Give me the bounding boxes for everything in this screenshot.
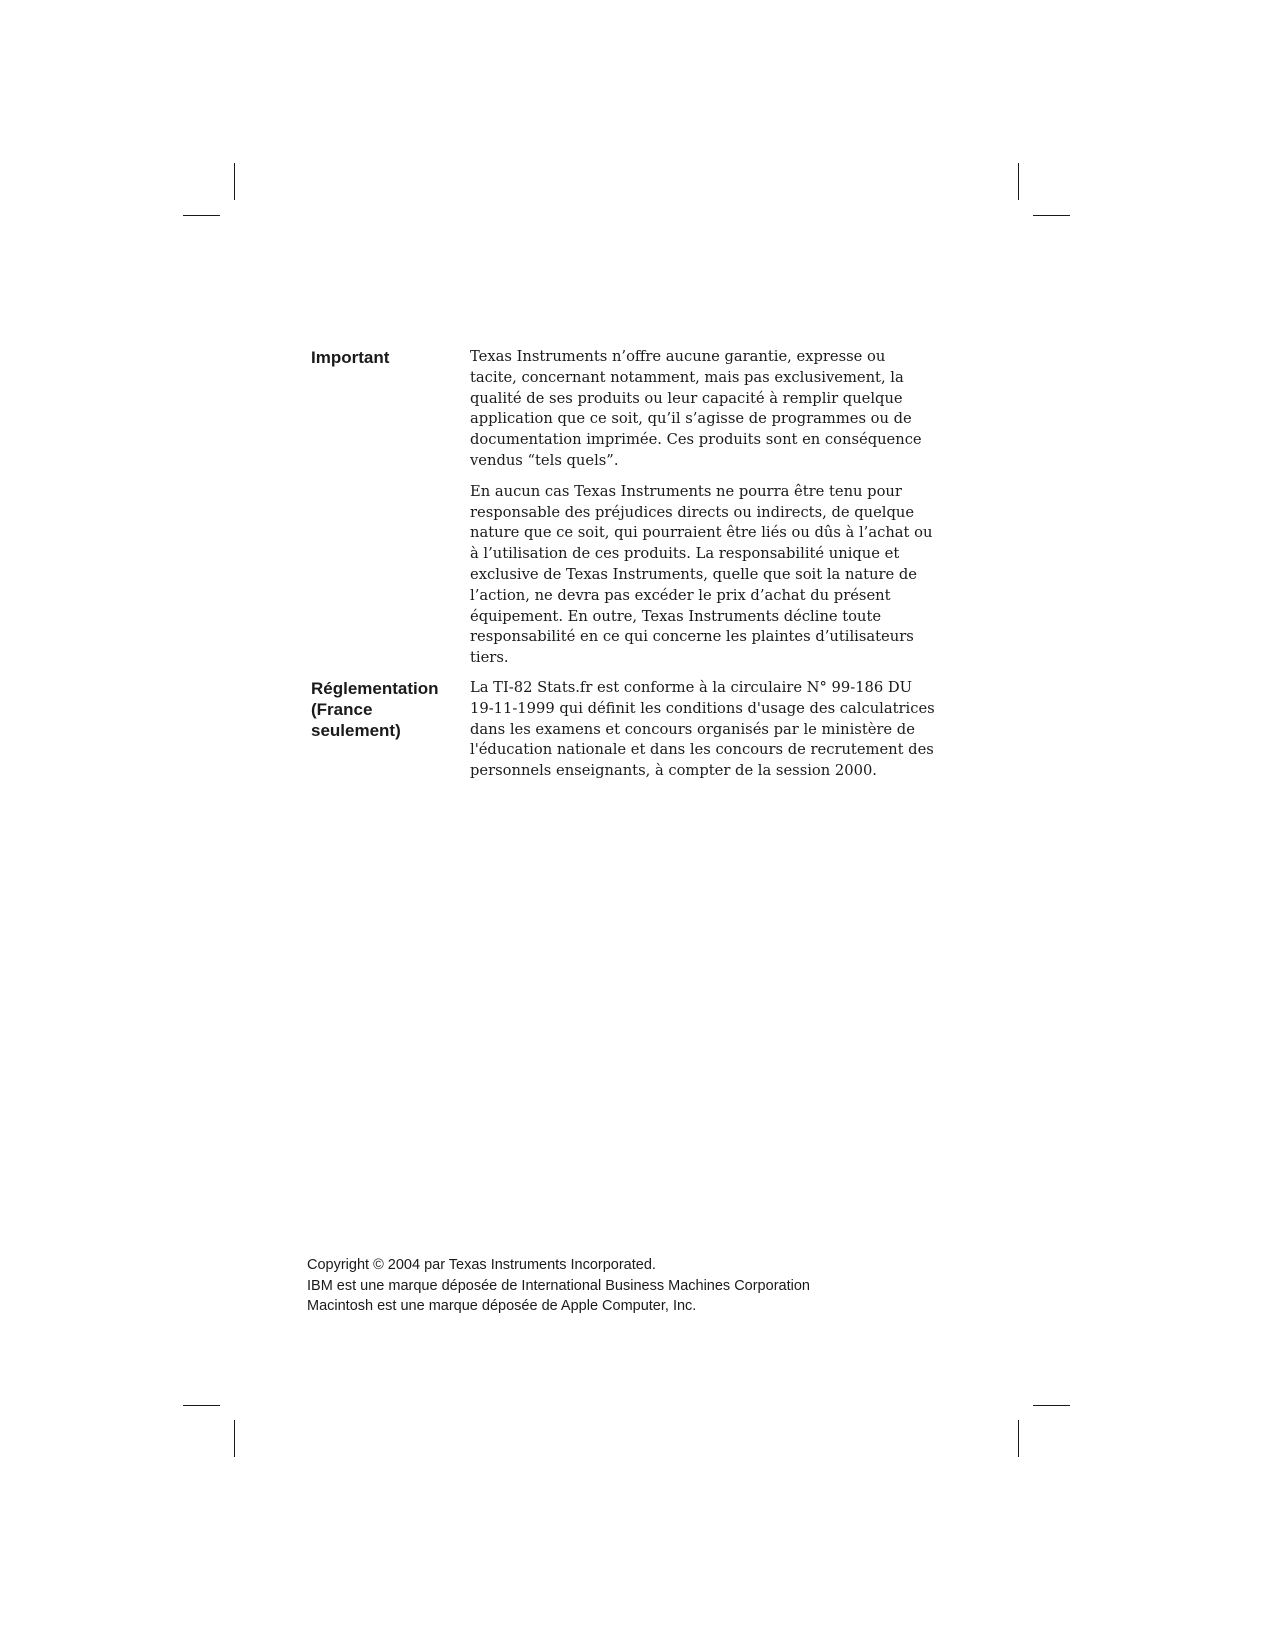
heading-line: Important: [311, 348, 390, 367]
crop-mark-bottom-right-horizontal: [1033, 1405, 1070, 1406]
text-line: responsable des préjudices directs ou indirects, de quelque: [470, 503, 915, 521]
text-line: Texas Instruments n’offre aucune garantie, expresse ou: [470, 348, 886, 365]
crop-mark-top-left-horizontal: [183, 215, 220, 216]
text-line: l’action, ne devra pas excéder le prix d’achat du présent: [470, 586, 891, 604]
trademark-line-ibm: IBM est une marque déposée de International Business Machines Corporation: [307, 1277, 810, 1294]
section-heading-important: [311, 347, 461, 368]
paragraph-warranty: [470, 347, 940, 472]
copyright-line: Copyright © 2004 par Texas Instruments Incorporated.: [307, 1257, 656, 1273]
text-line: tiers.: [470, 649, 509, 667]
text-line: dans les examens et concours organisés par le ministère de: [470, 720, 915, 738]
trademark-line-macintosh: Macintosh est une marque déposée de Apple Computer, Inc.: [307, 1298, 697, 1314]
text-line: responsabilité en ce qui concerne les plaintes d’utilisateurs: [470, 628, 914, 646]
copyright-footer: [307, 1255, 810, 1317]
crop-mark-top-right-vertical: [1018, 163, 1019, 200]
crop-mark-bottom-left-horizontal: [183, 1405, 220, 1406]
crop-mark-top-left-vertical: [234, 163, 235, 200]
section-heading-reglementation: [311, 678, 461, 741]
text-line: l'éducation nationale et dans les concours de recrutement des: [470, 741, 934, 759]
text-line: qualité de ses produits ou leur capacité à remplir quelque: [470, 389, 903, 407]
text-line: application que ce soit, qu’il s’agisse de programmes ou de: [470, 410, 912, 428]
text-line: nature que ce soit, qui pourraient être liés ou dûs à l’achat ou: [470, 524, 933, 542]
text-line: La TI-82 Stats.fr est conforme à la circulaire N° 99-186 DU: [470, 679, 913, 696]
heading-line: Réglementation: [311, 679, 439, 698]
text-line: tacite, concernant notamment, mais pas exclusivement, la: [470, 368, 904, 386]
text-line: 19-11-1999 qui définit les conditions d'usage des calculatrices: [470, 699, 935, 717]
section-body-important: [470, 347, 940, 679]
text-line: à l’utilisation de ces produits. La responsabilité unique et: [470, 545, 900, 563]
crop-mark-bottom-right-vertical: [1018, 1420, 1019, 1457]
text-line: exclusive de Texas Instruments, quelle que soit la nature de: [470, 565, 917, 583]
paragraph-regulation: [470, 678, 940, 782]
heading-line: (France: [311, 700, 373, 719]
section-body-reglementation: [470, 678, 940, 792]
text-line: documentation imprimée. Ces produits sont en conséquence: [470, 431, 922, 449]
text-line: vendus “tels quels”.: [470, 451, 619, 469]
paragraph-liability: [470, 482, 940, 669]
crop-mark-top-right-horizontal: [1033, 215, 1070, 216]
heading-line: seulement): [311, 721, 401, 740]
crop-mark-bottom-left-vertical: [234, 1420, 235, 1457]
text-line: personnels enseignants, à compter de la session 2000.: [470, 762, 877, 780]
text-line: équipement. En outre, Texas Instruments décline toute: [470, 607, 882, 625]
text-line: En aucun cas Texas Instruments ne pourra être tenu pour: [470, 482, 902, 500]
